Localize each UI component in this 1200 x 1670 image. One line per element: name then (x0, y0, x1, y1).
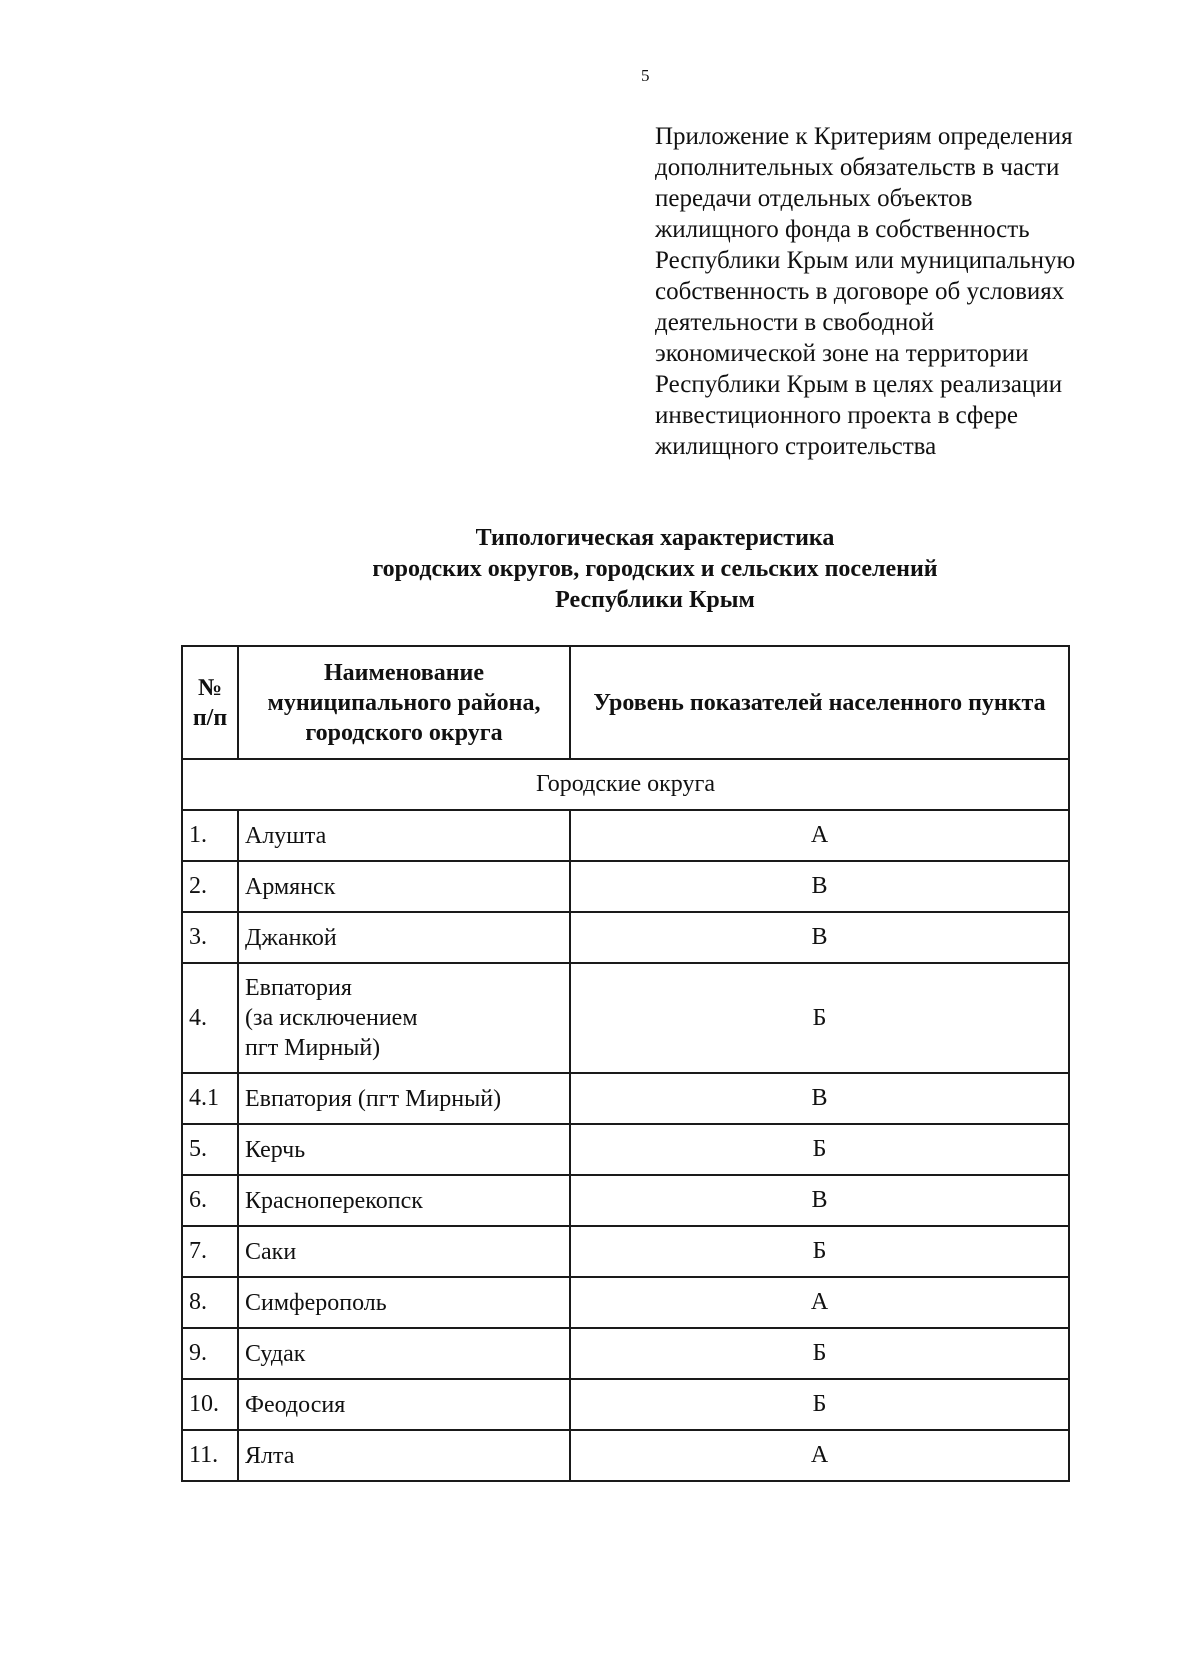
row-number: 4. (182, 963, 238, 1073)
row-level: В (570, 1073, 1069, 1124)
row-name: Евпатория (за исключением пгт Мирный) (238, 963, 570, 1073)
table-row (182, 1226, 1069, 1277)
row-name: Симферополь (238, 1277, 570, 1328)
table-row (182, 1379, 1069, 1430)
row-number: 9. (182, 1328, 238, 1379)
table-row (182, 1277, 1069, 1328)
row-number: 2. (182, 861, 238, 912)
row-level: А (570, 810, 1069, 861)
annex-note: Приложение к Критериям определения дополнительных обязательств в части передачи отдельных объектов жилищного фонда в собственность Республики Крым или муниципальную собственность в договоре об условиях деятельности в свободной экономической зоне на территории Республики Крым в целях реализации инвестиционного проекта в сфере жилищного строительства (655, 123, 1076, 460)
page-number: 5 (641, 66, 650, 85)
row-name: Джанкой (238, 912, 570, 963)
row-level: А (570, 1430, 1069, 1481)
header-num: № п/п (182, 646, 238, 759)
row-name: Саки (238, 1226, 570, 1277)
row-level: Б (570, 1124, 1069, 1175)
row-level: Б (570, 1226, 1069, 1277)
row-level: Б (570, 1379, 1069, 1430)
row-number: 7. (182, 1226, 238, 1277)
section-row (182, 759, 1069, 810)
header-name: Наименование муниципального района, городского округа (238, 646, 570, 759)
row-level: Б (570, 1328, 1069, 1379)
table-row (182, 1124, 1069, 1175)
row-number: 10. (182, 1379, 238, 1430)
row-name: Алушта (238, 810, 570, 861)
title-line-1: Типологическая характеристика (475, 525, 835, 551)
table-row (182, 1430, 1069, 1481)
row-name: Ялта (238, 1430, 570, 1481)
row-number: 5. (182, 1124, 238, 1175)
row-number: 4.1 (182, 1073, 238, 1124)
row-number: 8. (182, 1277, 238, 1328)
row-number: 1. (182, 810, 238, 861)
row-number: 11. (182, 1430, 238, 1481)
row-name: Судак (238, 1328, 570, 1379)
typology-table (181, 645, 1070, 1482)
table-row (182, 1328, 1069, 1379)
row-level: В (570, 861, 1069, 912)
title-line-2: городских округов, городских и сельских поселений (372, 556, 938, 582)
row-level: В (570, 912, 1069, 963)
row-number: 6. (182, 1175, 238, 1226)
row-name: Керчь (238, 1124, 570, 1175)
row-level: Б (570, 963, 1069, 1073)
row-name: Феодосия (238, 1379, 570, 1430)
row-number: 3. (182, 912, 238, 963)
section-label: Городские округа (182, 759, 1069, 810)
document-title (180, 523, 1130, 616)
title-line-3: Республики Крым (555, 587, 755, 613)
table-row (182, 861, 1069, 912)
table-row (182, 810, 1069, 861)
table-body (182, 646, 1069, 1481)
table-row (182, 1175, 1069, 1226)
table-header-row (182, 646, 1069, 759)
row-name: Красноперекопск (238, 1175, 570, 1226)
row-level: В (570, 1175, 1069, 1226)
table-row (182, 963, 1069, 1073)
row-level: А (570, 1277, 1069, 1328)
table-row (182, 912, 1069, 963)
row-name: Евпатория (пгт Мирный) (238, 1073, 570, 1124)
header-level: Уровень показателей населенного пункта (570, 646, 1069, 759)
table-row (182, 1073, 1069, 1124)
row-name: Армянск (238, 861, 570, 912)
